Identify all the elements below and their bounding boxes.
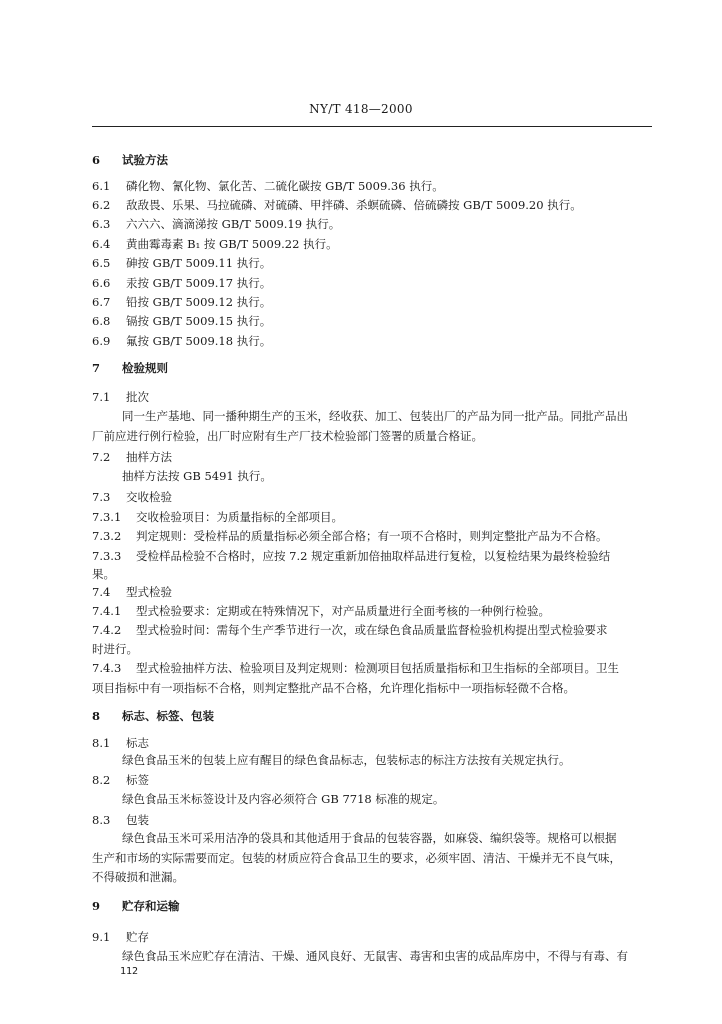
clause-text: 绿色食品玉米可采用洁净的袋具和其他适用于食品的包装容器，如麻袋、编织袋等。规格可以根据 [122, 831, 617, 845]
clause-number: 7.2 [92, 450, 111, 464]
section-heading [92, 152, 168, 168]
clause-number: 6.8 [92, 314, 111, 328]
paragraph-line [92, 641, 138, 657]
clause-line [92, 294, 271, 310]
clause-number: 6.6 [92, 276, 111, 290]
clause-text: 贮存 [126, 930, 149, 944]
clause-number: 8.1 [92, 736, 111, 750]
clause-number: 7.4.2 [92, 623, 122, 637]
clause-line [92, 197, 582, 213]
clause-line [92, 929, 149, 945]
paragraph-line [122, 948, 628, 964]
clause-number: 6.2 [92, 198, 111, 212]
clause-number: 7.4 [92, 585, 111, 599]
clause-line [92, 275, 271, 291]
clause-text: 交收检验 [126, 490, 172, 504]
clause-text: 砷按 GB/T 5009.11 执行。 [126, 256, 272, 270]
clause-line [92, 812, 149, 828]
clause-number: 6.7 [92, 295, 111, 309]
section-heading [92, 898, 180, 914]
clause-text: 不得破损和泄漏。 [92, 870, 184, 884]
clause-text: 厂前应进行例行检验，出厂时应附有生产厂技术检验部门签署的质量合格证。 [92, 429, 483, 443]
section-heading [92, 708, 214, 724]
clause-text: 型式检验时间：需每个生产季节进行一次，或在绿色食品质量监督检验机构提出型式检验要求 [136, 623, 608, 637]
clause-line [92, 216, 340, 232]
clause-text: 交收检验项目：为质量指标的全部项目。 [136, 510, 343, 524]
clause-number: 8.3 [92, 813, 111, 827]
clause-number: 7.3.1 [92, 510, 122, 524]
clause-number: 6.5 [92, 256, 111, 270]
header-rule [92, 126, 652, 127]
clause-line [92, 178, 444, 194]
paragraph-line [122, 830, 617, 846]
clause-line [92, 389, 149, 405]
paragraph-line [92, 850, 621, 866]
standard-code-header: NY/T 418—2000 [309, 102, 413, 116]
clause-line [92, 236, 338, 252]
clause-text: 标签 [126, 773, 149, 787]
clause-number: 6 [92, 153, 101, 167]
clause-number: 6.1 [92, 179, 111, 193]
clause-text: 判定规则：受检样品的质量指标必须全部合格；有一项不合格时，则判定整批产品为不合格。 [136, 529, 608, 543]
clause-text: 黄曲霉毒素 B₁ 按 GB/T 5009.22 执行。 [126, 237, 338, 251]
clause-number: 9 [92, 899, 101, 913]
paragraph-line [122, 408, 628, 424]
clause-text: 检验规则 [122, 361, 168, 375]
clause-text: 型式检验要求：定期或在特殊情况下，对产品质量进行全面考核的一种例行检验。 [136, 604, 550, 618]
clause-line [92, 622, 608, 638]
clause-text: 时进行。 [92, 642, 138, 656]
clause-text: 批次 [126, 390, 149, 404]
clause-text: 六六六、滴滴涕按 GB/T 5009.19 执行。 [126, 217, 341, 231]
clause-number: 7 [92, 361, 101, 375]
clause-text: 镉按 GB/T 5009.15 执行。 [126, 314, 272, 328]
clause-text: 试验方法 [122, 153, 168, 167]
clause-text: 抽样方法 [126, 450, 172, 464]
paragraph-line [92, 869, 184, 885]
clause-line [92, 528, 608, 544]
clause-text: 包装 [126, 813, 149, 827]
clause-number: 7.3.3 [92, 549, 122, 563]
clause-text: 同一生产基地、同一播种期生产的玉米，经收获、加工、包装出厂的产品为同一批产品。同批产品出 [122, 409, 628, 423]
clause-text: 标志 [126, 736, 149, 750]
clause-text: 氟按 GB/T 5009.18 执行。 [126, 334, 272, 348]
clause-number: 6.3 [92, 217, 111, 231]
paragraph-line [92, 566, 115, 582]
clause-number: 8 [92, 709, 101, 723]
paragraph-line [122, 752, 571, 768]
clause-text: 果。 [92, 567, 115, 581]
clause-line [92, 333, 271, 349]
clause-number: 6.9 [92, 334, 111, 348]
clause-number: 7.3.2 [92, 529, 122, 543]
clause-text: 标志、标签、包装 [122, 709, 214, 723]
clause-text: 项目指标中有一项指标不合格，则判定整批产品不合格，允许理化指标中一项指标轻微不合格。 [92, 681, 575, 695]
clause-text: 绿色食品玉米应贮存在清洁、干燥、通风良好、无鼠害、毒害和虫害的成品库房中，不得与有毒、有 [122, 949, 628, 963]
clause-text: 磷化物、氰化物、氯化苦、二硫化碳按 GB/T 5009.36 执行。 [126, 179, 444, 193]
clause-text: 敌敌畏、乐果、马拉硫磷、对硫磷、甲拌磷、杀螟硫磷、倍硫磷按 GB/T 5009.20 执行。 [126, 198, 582, 212]
paragraph-line [92, 680, 575, 696]
clause-text: 受检样品检验不合格时，应按 7.2 规定重新加倍抽取样品进行复检，以复检结果为最终检验结 [136, 549, 611, 563]
page-number: 112 [120, 966, 139, 977]
clause-line [92, 660, 619, 676]
clause-number: 7.3 [92, 490, 111, 504]
clause-text: 抽样方法按 GB 5491 执行。 [122, 469, 272, 483]
clause-text: 型式检验 [126, 585, 172, 599]
paragraph-line [122, 468, 272, 484]
clause-line [92, 548, 610, 564]
clause-line [92, 313, 271, 329]
clause-number: 9.1 [92, 930, 111, 944]
paragraph-line [92, 428, 483, 444]
clause-number: 8.2 [92, 773, 111, 787]
paragraph-line [122, 791, 444, 807]
clause-line [92, 772, 149, 788]
clause-line [92, 449, 172, 465]
clause-text: 型式检验抽样方法、检验项目及判定规则：检测项目包括质量指标和卫生指标的全部项目。卫生 [136, 661, 619, 675]
clause-text: 汞按 GB/T 5009.17 执行。 [126, 276, 272, 290]
clause-line [92, 735, 149, 751]
clause-text: 生产和市场的实际需要而定。包装的材质应符合食品卫生的要求，必须牢固、清洁、干燥并无不良气味， [92, 851, 621, 865]
section-heading [92, 360, 168, 376]
clause-text: 贮存和运输 [122, 899, 180, 913]
clause-text: 铅按 GB/T 5009.12 执行。 [126, 295, 272, 309]
clause-line [92, 255, 271, 271]
clause-line [92, 509, 343, 525]
clause-line [92, 603, 550, 619]
clause-text: 绿色食品玉米标签设计及内容必须符合 GB 7718 标准的规定。 [122, 792, 445, 806]
clause-number: 6.4 [92, 237, 111, 251]
clause-line [92, 584, 172, 600]
clause-number: 7.1 [92, 390, 111, 404]
clause-line [92, 489, 172, 505]
clause-text: 绿色食品玉米的包装上应有醒目的绿色食品标志，包装标志的标注方法按有关规定执行。 [122, 753, 571, 767]
clause-number: 7.4.3 [92, 661, 122, 675]
clause-number: 7.4.1 [92, 604, 122, 618]
